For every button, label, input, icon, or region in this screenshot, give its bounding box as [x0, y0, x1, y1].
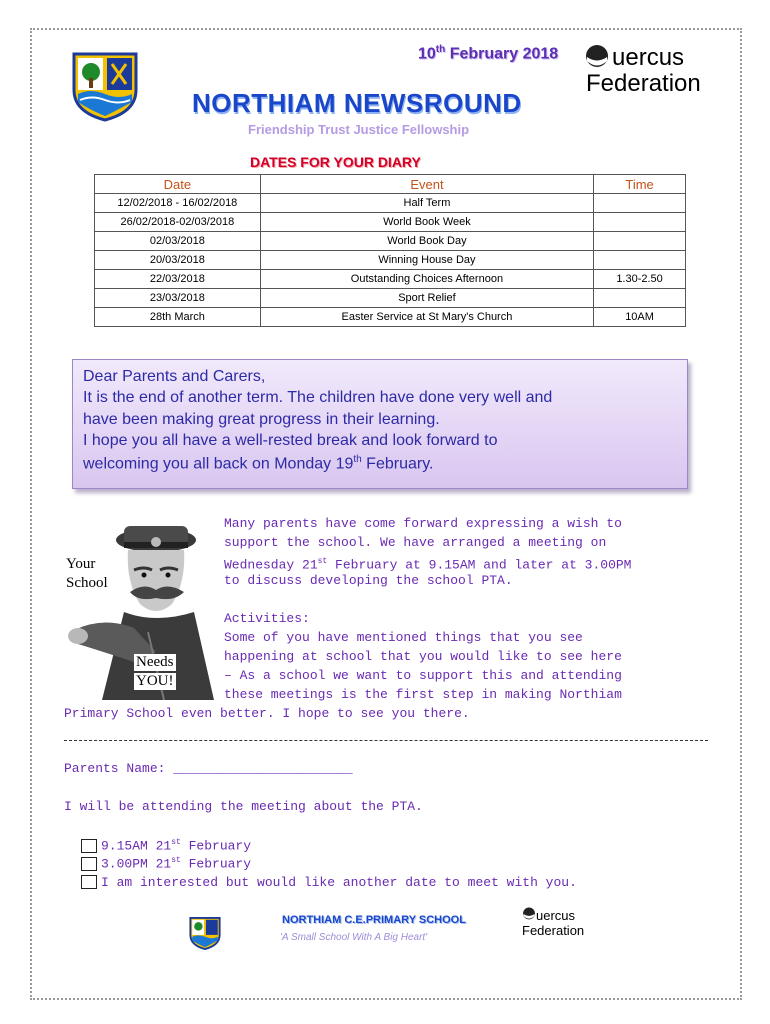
- table-row: [95, 194, 686, 213]
- event-cell: Winning House Day: [260, 251, 593, 270]
- page-title: NORTHIAM NEWSROUND: [192, 88, 522, 118]
- table-row: [95, 232, 686, 251]
- logo-federation-text: Federation: [586, 70, 701, 97]
- column-header-date: Date: [95, 175, 261, 194]
- table-row: [95, 308, 686, 327]
- poster-text-needs: Needs: [136, 654, 174, 670]
- diary-heading: DATES FOR YOUR DIARY: [250, 154, 421, 170]
- letter-line: I hope you all have a well-rested break and look forward to: [83, 432, 498, 449]
- date-cell: 28th March: [95, 308, 261, 327]
- column-header-event: Event: [260, 175, 593, 194]
- footer-crest-icon: [188, 916, 222, 950]
- newsletter-date: 10th February 2018: [418, 44, 559, 63]
- letter-line: It is the end of another term. The children have done very well and: [83, 389, 553, 406]
- pta-line: – As a school we want to support this and attending: [224, 668, 622, 683]
- time-cell: [594, 232, 686, 251]
- letter-line: have been making great progress in their learning.: [83, 411, 440, 428]
- date-cell: 20/03/2018: [95, 251, 261, 270]
- time-cell: 10AM: [594, 308, 686, 327]
- time-cell: [594, 251, 686, 270]
- event-cell: Easter Service at St Mary's Church: [260, 308, 593, 327]
- table-row: [95, 270, 686, 289]
- diary-header-row: [95, 175, 686, 194]
- school-crest-icon: [70, 50, 140, 122]
- school-motto: Friendship Trust Justice Fellowship: [248, 122, 470, 137]
- option-300-checkbox[interactable]: [81, 857, 97, 871]
- date-cell: 23/03/2018: [95, 289, 261, 308]
- option-915-label: 9.15AM 21st February: [101, 838, 252, 854]
- time-cell: 1.30-2.50: [594, 270, 686, 289]
- table-row: [95, 213, 686, 232]
- pta-line: Many parents have come forward expressing a wish to: [224, 516, 622, 531]
- pta-line: these meetings is the first step in making Northiam: [224, 687, 622, 702]
- pta-line: to discuss developing the school PTA.: [224, 573, 513, 588]
- table-row: [95, 289, 686, 308]
- poster-text-your: Your: [66, 556, 96, 572]
- footer-school-name: NORTHIAM C.E.PRIMARY SCHOOL: [282, 914, 466, 926]
- option-300-label: 3.00PM 21st February: [101, 856, 252, 872]
- activities-heading: Activities:: [224, 611, 310, 626]
- date-cell: 26/02/2018-02/03/2018: [95, 213, 261, 232]
- parents-name-field[interactable]: _______________________: [173, 761, 353, 776]
- letter-box: [72, 359, 688, 489]
- letter-line: welcoming you all back on Monday 19th February.: [83, 454, 434, 473]
- option-other-date-checkbox[interactable]: [81, 875, 97, 889]
- time-cell: [594, 194, 686, 213]
- parents-name-label: Parents Name: _______________________: [64, 761, 353, 776]
- pta-line: happening at school that you would like to see here: [224, 649, 622, 664]
- quercus-q-icon: [584, 44, 610, 70]
- letter-greeting: Dear Parents and Carers,: [83, 368, 266, 385]
- pta-line: support the school. We have arranged a meeting on: [224, 535, 607, 550]
- column-header-time: Time: [594, 175, 686, 194]
- logo-quercus-text: uercus: [612, 44, 685, 71]
- diary-table: [94, 174, 686, 327]
- cut-line-divider: [64, 740, 708, 741]
- option-other-date-label: I am interested but would like another date to meet with you.: [101, 875, 577, 890]
- kitchener-poster-image: [64, 512, 216, 700]
- event-cell: World Book Week: [260, 213, 593, 232]
- time-cell: [594, 289, 686, 308]
- footer-logo-federation-text: Federation: [522, 923, 585, 938]
- footer-motto: 'A Small School With A Big Heart': [280, 932, 428, 943]
- your-school-needs-you-poster: [64, 512, 216, 700]
- event-cell: Half Term: [260, 194, 593, 213]
- pta-line: Wednesday 21st February at 9.15AM and later at 3.00PM: [224, 557, 632, 573]
- date-cell: 12/02/2018 - 16/02/2018: [95, 194, 261, 213]
- footer-quercus-q-icon: [522, 907, 536, 921]
- time-cell: [594, 213, 686, 232]
- footer-quercus-logo: [522, 906, 602, 940]
- attending-statement: I will be attending the meeting about the PTA.: [64, 799, 423, 814]
- date-cell: 02/03/2018: [95, 232, 261, 251]
- event-cell: Outstanding Choices Afternoon: [260, 270, 593, 289]
- pta-line: Some of you have mentioned things that you see: [224, 630, 583, 645]
- event-cell: World Book Day: [260, 232, 593, 251]
- date-cell: 22/03/2018: [95, 270, 261, 289]
- quercus-federation-logo: [584, 44, 724, 98]
- table-row: [95, 251, 686, 270]
- option-915-checkbox[interactable]: [81, 839, 97, 853]
- footer-logo-quercus-text: uercus: [536, 908, 576, 923]
- poster-text-you: YOU!: [136, 673, 174, 689]
- event-cell: Sport Relief: [260, 289, 593, 308]
- pta-line: Primary School even better. I hope to see you there.: [64, 706, 470, 721]
- poster-text-school: School: [66, 575, 108, 591]
